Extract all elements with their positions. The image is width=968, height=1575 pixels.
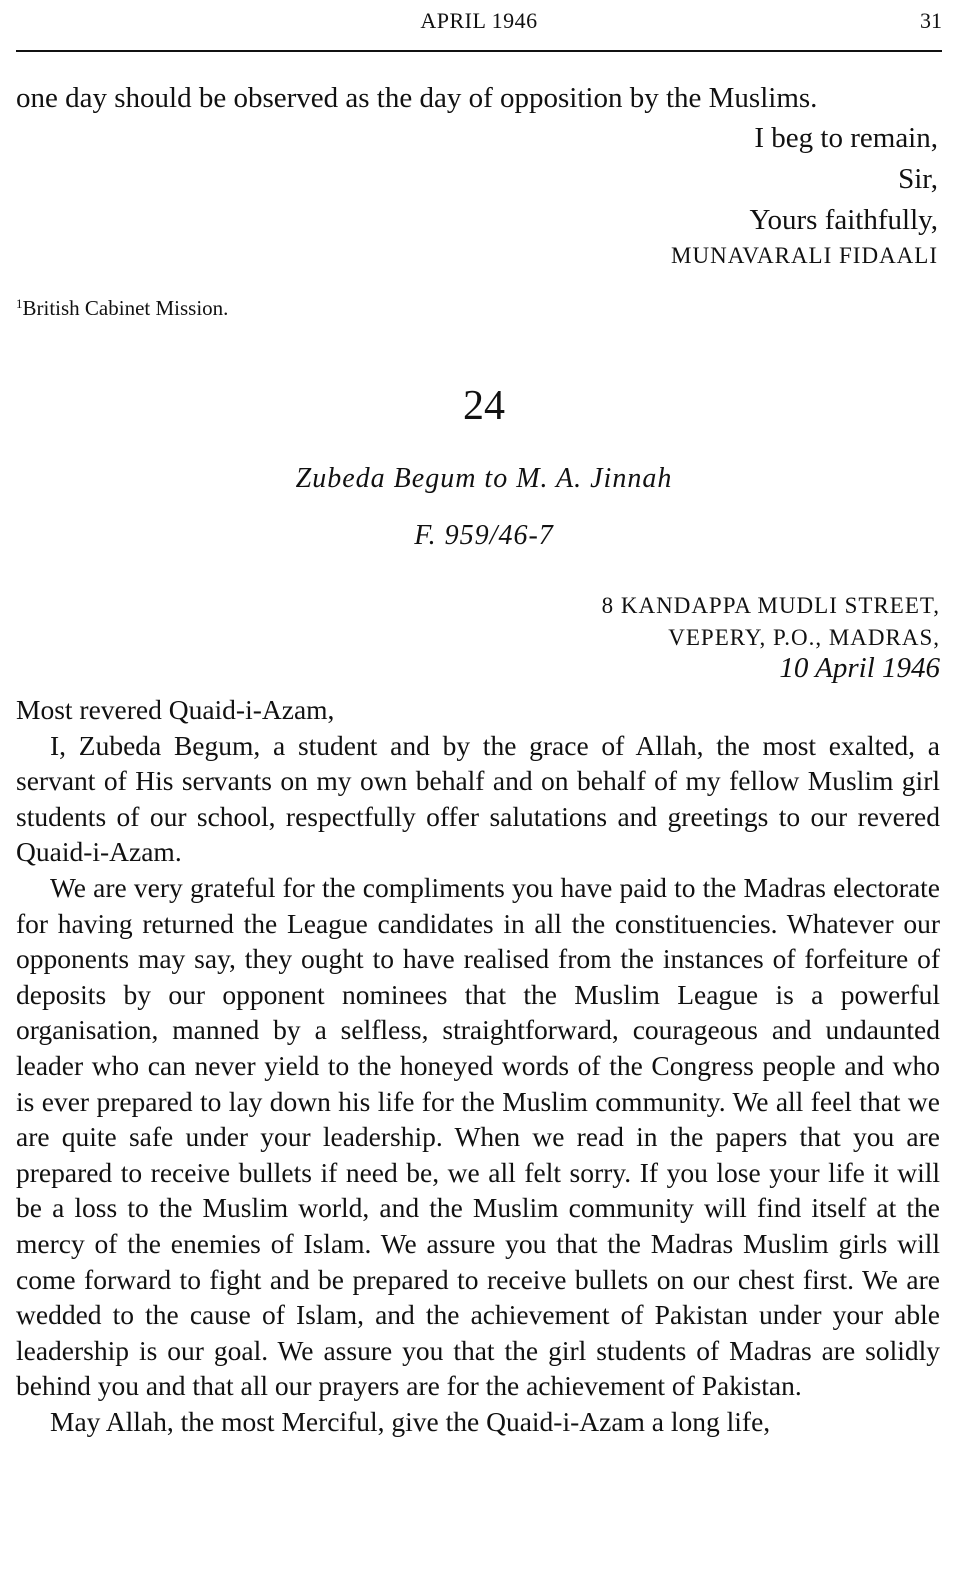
previous-letter-signature: MUNAVARALI FIDAALI	[671, 243, 938, 268]
paragraph-1: I, Zubeda Begum, a student and by the grace of Allah, the most exalted, a servant of His servants on my own behalf and on behalf of my fellow Muslim girl students of our school, respectfully offer salutations and greetings to our revered Quaid-i-Azam.	[16, 729, 940, 868]
footnote	[16, 296, 228, 321]
footnote-text: British Cabinet Mission.	[22, 296, 229, 320]
address-line-1: 8 KANDAPPA MUDLI STREET,	[601, 593, 940, 618]
previous-letter-sir: Sir,	[898, 163, 938, 195]
header-rule	[16, 50, 942, 52]
footnote-marker: 1	[16, 296, 23, 311]
document-number: 24	[463, 383, 505, 429]
previous-letter-remain: I beg to remain,	[754, 122, 938, 154]
salutation: Most revered Quaid-i-Azam,	[16, 694, 335, 725]
running-title: APRIL 1946	[420, 8, 538, 33]
paragraph-3: May Allah, the most Merciful, give the Quaid-i-Azam a long life,	[50, 1405, 771, 1437]
page-number: 31	[920, 8, 942, 33]
letter-body	[16, 692, 940, 1439]
document-file-reference: F. 959/46-7	[414, 520, 554, 551]
previous-letter-yours: Yours faithfully,	[749, 204, 938, 236]
running-header	[16, 8, 942, 38]
previous-letter-closing-line: one day should be observed as the day of opposition by the Muslims.	[16, 82, 818, 114]
paragraph-2: We are very grateful for the compliments you have paid to the Madras electorate for having returned the League candidates in all the constituencies. Whatever our opponents may say, they ought to have realised from the instances of forfeiture of deposits by our opponent nominees that the Muslim League is a powerful organisation, manned by a selfless, straightforward, courageous and undaunted leader who can never yield to the honeyed words of the Congress people and who is ever prepared to lay down his life for the Muslim community. We all feel that we are quite safe under your leadership. When we read in the papers that you are prepared to receive bullets if need be, we all felt sorry. If you lose your life it will be a loss to the Muslim world, and the Muslim community will find itself at the mercy of the enemies of Islam. We assure you that the Madras Muslim girls will come forward to fight and be prepared to receive bullets on our chest first. We are wedded to the cause of Islam, and the achievement of Pakistan under your able leadership is our goal. We assure you that the girl students of Madras are solidly behind you and that all our prayers are for the achievement of Pakistan.	[16, 871, 940, 1402]
address-line-2: VEPERY, P.O., MADRAS,	[668, 625, 940, 650]
document-title: Zubeda Begum to M. A. Jinnah	[295, 463, 673, 494]
letter-date: 10 April 1946	[779, 652, 940, 684]
